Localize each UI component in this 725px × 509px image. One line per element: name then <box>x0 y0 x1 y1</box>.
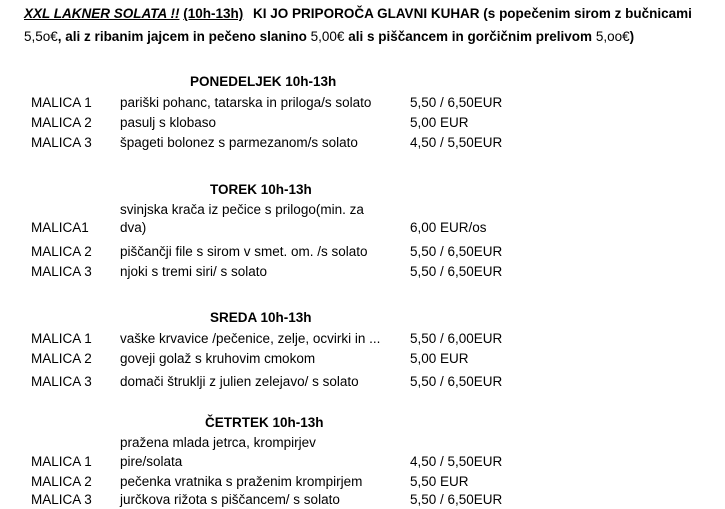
intro-paragraph <box>24 2 724 48</box>
menu-code: MALICA 1 <box>31 95 92 110</box>
menu-price: 5,00 EUR <box>410 115 469 130</box>
menu-dish: njoki s tremi siri/ s solato <box>120 264 268 279</box>
menu-price: 5,50 / 6,50EUR <box>410 264 503 279</box>
menu-dish: piščančji file s sirom v smet. om. /s solato <box>120 244 368 259</box>
menu-dish: domači štruklji z julien zelejavo/ s solato <box>120 374 359 389</box>
day-title-wednesday: SREDA 10h-13h <box>210 310 312 325</box>
menu-code: MALICA 3 <box>31 264 92 279</box>
menu-dish-line1: pražena mlada jetrca, krompirjev <box>120 435 316 450</box>
menu-price: 5,50 / 6,00EUR <box>410 331 503 346</box>
intro-text-a: KI JO PRIPOROČA GLAVNI KUHAR (s popečenim sirom z bučnicami <box>253 6 692 21</box>
menu-price: 4,50 / 5,50EUR <box>410 135 503 150</box>
menu-price: 5,00 EUR <box>410 351 469 366</box>
menu-price: 5,50 / 6,50EUR <box>410 95 503 110</box>
intro-hours: (10h-13h) <box>183 6 244 21</box>
menu-code: MALICA 2 <box>31 244 92 259</box>
day-title-thursday: ČETRTEK 10h-13h <box>205 415 324 430</box>
menu-dish-line1: svinjska krača iz pečice s prilogo(min. za <box>120 202 364 217</box>
menu-dish: špageti bolonez s parmezanom/s solato <box>120 135 358 150</box>
menu-price: 5,50 / 6,50EUR <box>410 492 503 507</box>
menu-code: MALICA 2 <box>31 474 92 489</box>
menu-code: MALICA 3 <box>31 374 92 389</box>
menu-dish: pečenka vratnika s praženim krompirjem <box>120 474 363 489</box>
menu-code: MALICA1 <box>31 220 89 235</box>
menu-price: 6,00 EUR/os <box>410 220 487 235</box>
menu-price: 5,50 / 6,50EUR <box>410 244 503 259</box>
intro-text-c: ali s piščancem in gorčičnim prelivom <box>348 29 593 44</box>
menu-dish: pariški pohanc, tatarska in priloga/s solato <box>120 95 372 110</box>
intro-text-d: ) <box>629 29 635 44</box>
menu-code: MALICA 2 <box>31 351 92 366</box>
intro-title: XXL LAKNER SOLATA !! <box>24 6 180 21</box>
menu-code: MALICA 1 <box>31 454 92 469</box>
menu-code: MALICA 1 <box>31 331 92 346</box>
menu-dish: pasulj s klobaso <box>120 115 217 130</box>
menu-price: 4,50 / 5,50EUR <box>410 454 503 469</box>
menu-code: MALICA 3 <box>31 492 92 507</box>
day-title-monday: PONEDELJEK 10h-13h <box>190 74 337 89</box>
menu-dish: jurčkova rižota s piščancem/ s solato <box>120 492 340 507</box>
menu-dish: goveji golaž s kruhovim cmokom <box>120 351 316 366</box>
menu-dish: dva) <box>120 220 147 235</box>
intro-price-1: 5,5o€ <box>24 29 58 44</box>
day-title-tuesday: TOREK 10h-13h <box>210 182 312 197</box>
menu-dish: vaške krvavice /pečenice, zelje, ocvirki in ... <box>120 331 381 346</box>
intro-text-b: , ali z ribanim jajcem in pečeno slanino <box>57 29 307 44</box>
menu-dish: pire/solata <box>120 454 183 469</box>
menu-code: MALICA 3 <box>31 135 92 150</box>
menu-price: 5,50 / 6,50EUR <box>410 374 503 389</box>
menu-price: 5,50 EUR <box>410 474 469 489</box>
intro-price-3: 5,oo€ <box>595 29 630 44</box>
intro-price-2: 5,00€ <box>310 29 345 44</box>
menu-code: MALICA 2 <box>31 115 92 130</box>
